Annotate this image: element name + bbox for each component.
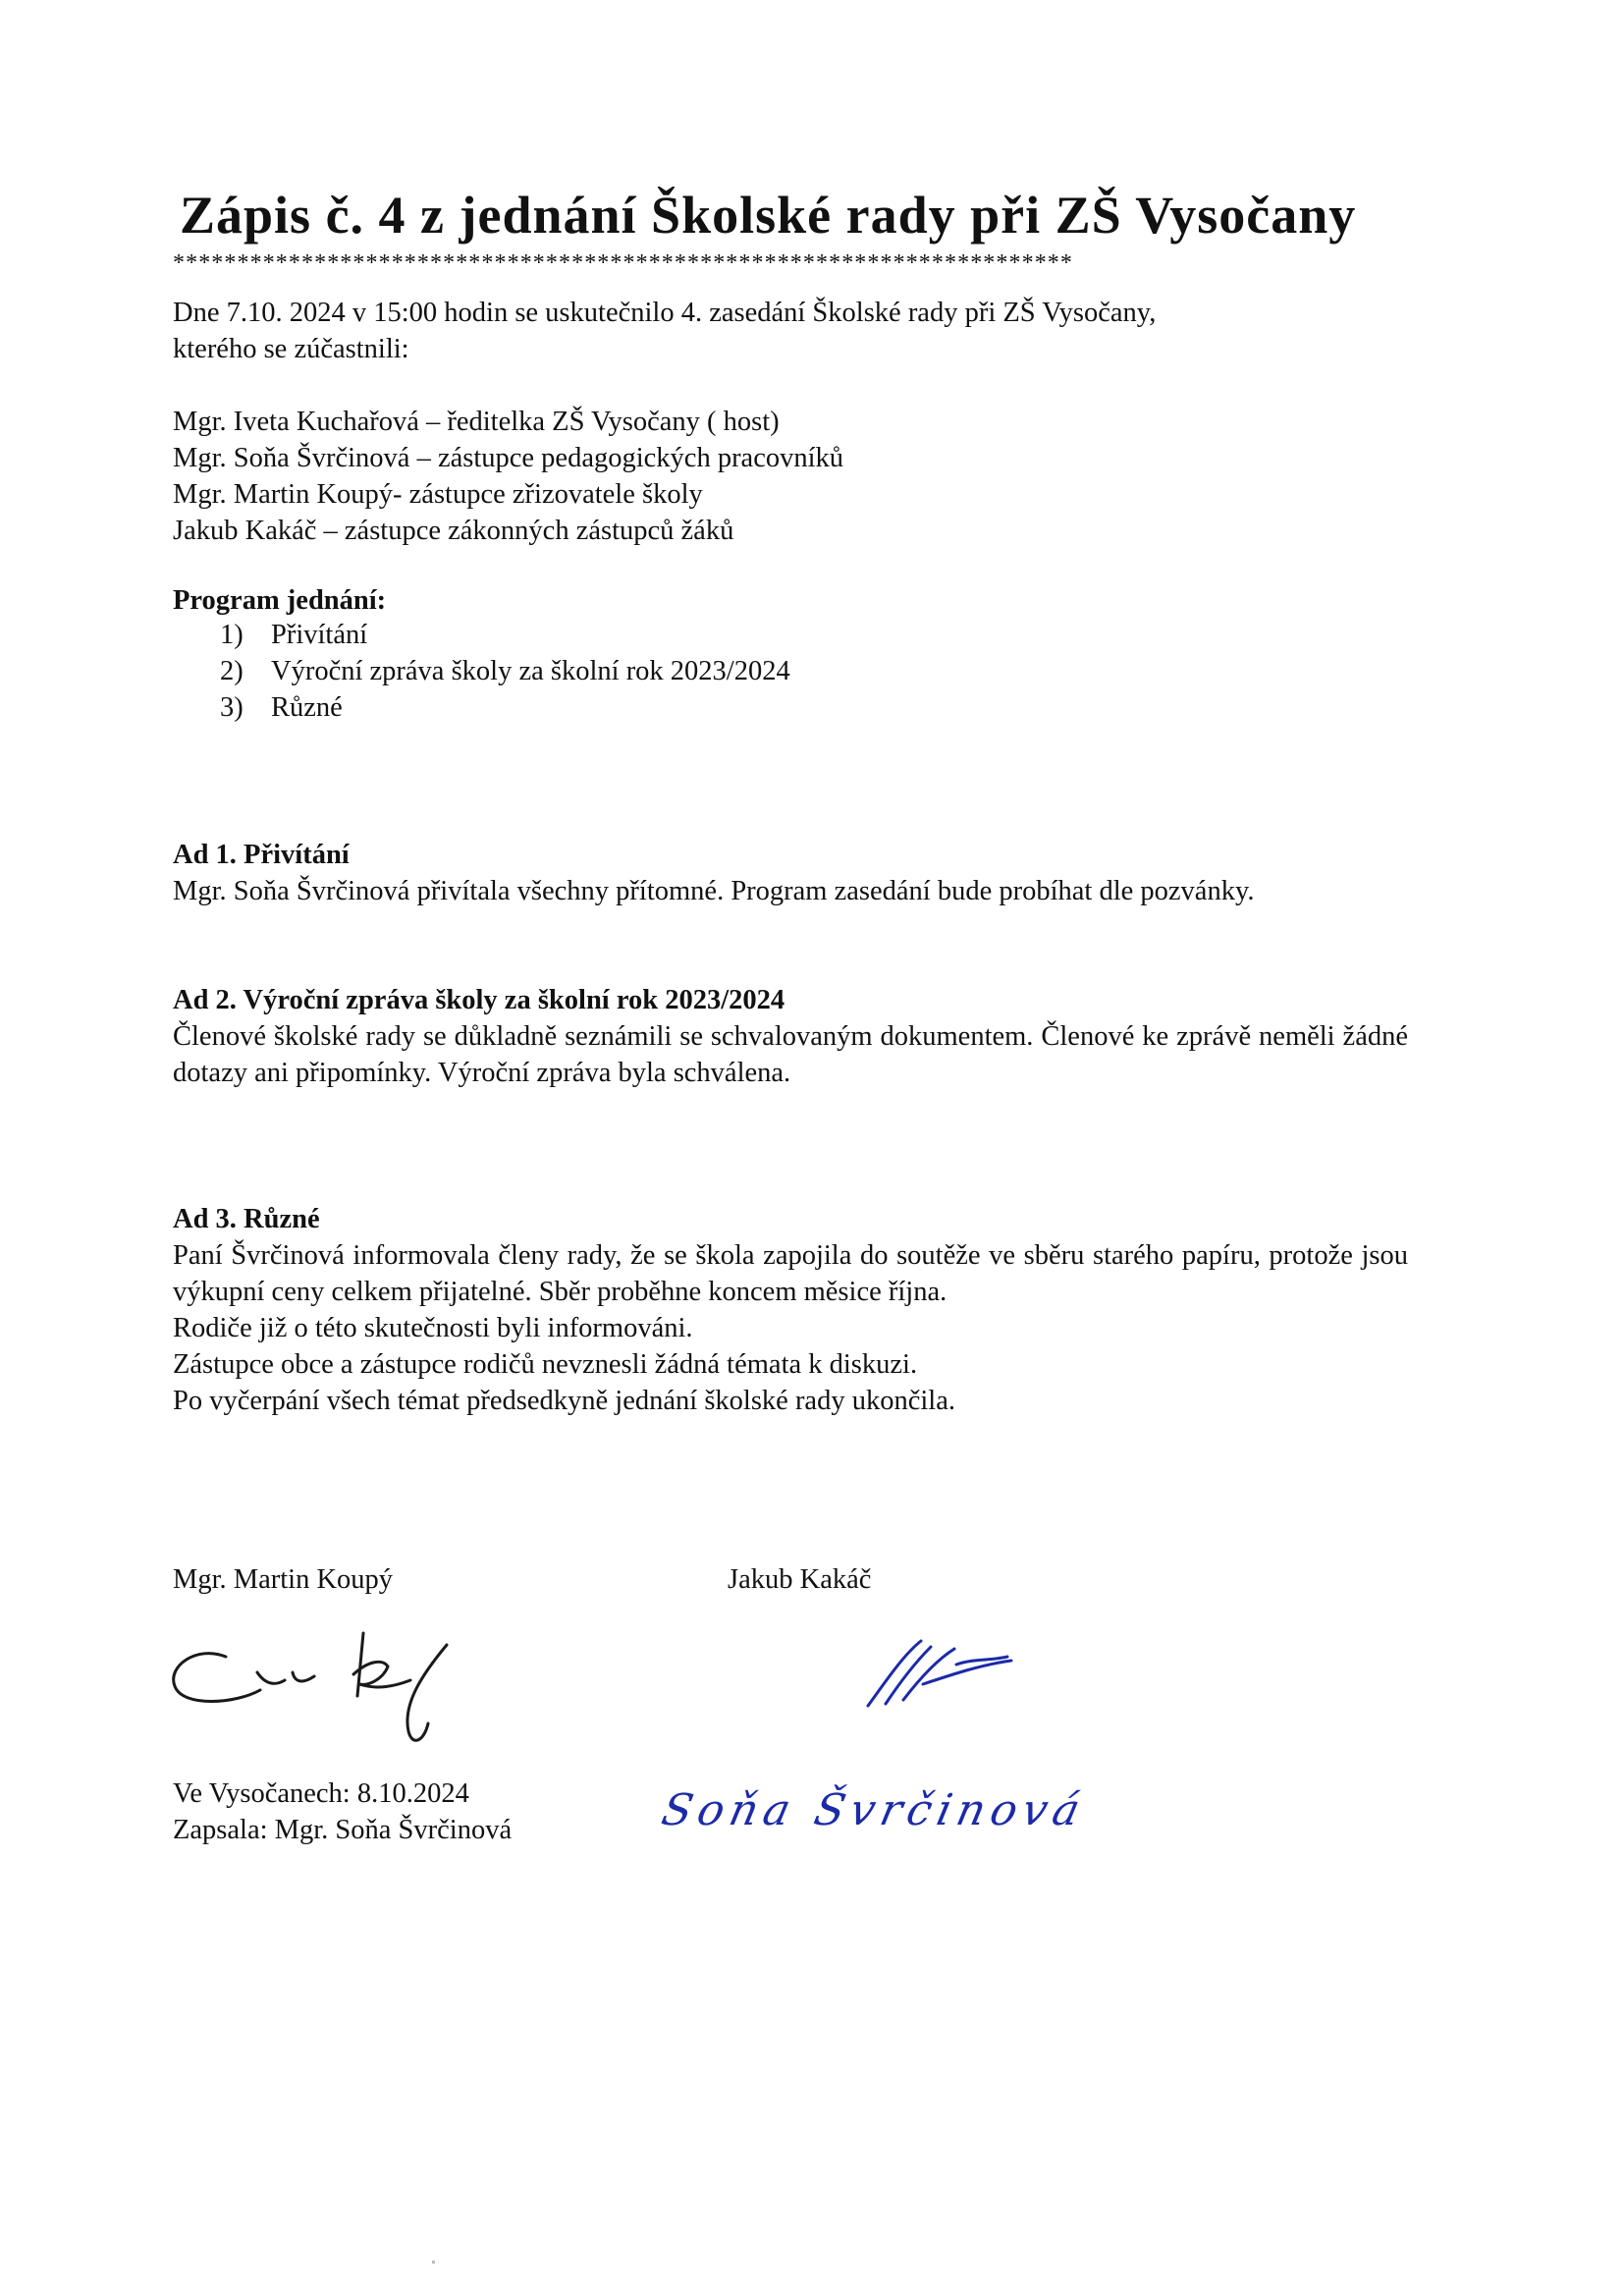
program-item-text: Přivítání — [271, 620, 368, 650]
program-item — [220, 617, 790, 653]
program-item-number: 3) — [220, 692, 244, 723]
intro-line: kterého se zúčastnili: — [173, 334, 409, 364]
section-heading-ad1: Ad 1. Přivítání — [173, 840, 350, 870]
program-item-number: 1) — [220, 620, 244, 650]
attendees-list — [173, 404, 1410, 549]
section-heading-ad3: Ad 3. Různé — [173, 1204, 320, 1234]
attendee-item: Mgr. Iveta Kuchařová – ředitelka ZŠ Vysočany ( host) — [173, 407, 780, 437]
intro-paragraph — [173, 295, 1410, 367]
section-text-ad1: Mgr. Soňa Švrčinová přivítala všechny přítomné. Program zasedání bude probíhat dle pozvánky. — [173, 876, 1255, 906]
section-line: Po vyčerpání všech témat předsedkyně jednání školské rady ukončila. — [173, 1386, 955, 1416]
section-line: Rodiče již o této skutečnosti byli informováni. — [173, 1313, 693, 1343]
signatory-name-left: Mgr. Martin Koupý — [173, 1564, 394, 1595]
program-item-number: 2) — [220, 656, 244, 686]
intro-line: Dne 7.10. 2024 v 15:00 hodin se uskutečnilo 4. zasedání Školské rady při ZŠ Vysočany, — [173, 298, 1157, 328]
section-text-ad2: Členové školské rady se důkladně seznámili se schvalovaným dokumentem. Členové ke zprávě neměli žádné dotazy ani připomínky. Výroční zpráva byla schválena. — [173, 1021, 1408, 1088]
program-item-text: Různé — [271, 692, 343, 723]
program-item-text: Výroční zpráva školy za školní rok 2023/2024 — [271, 656, 790, 686]
program-list — [220, 617, 790, 726]
signature-kakac — [864, 1635, 1031, 1714]
program-item — [220, 689, 790, 726]
title-divider: ********************************************************************** — [173, 250, 1073, 276]
place-date: Ve Vysočanech: 8.10.2024 — [173, 1778, 469, 1809]
section-line: Zástupce obce a zástupce rodičů nevznesli žádná témata k diskuzi. — [173, 1349, 918, 1380]
recorded-by: Zapsala: Mgr. Soňa Švrčinová — [173, 1815, 513, 1845]
attendee-item: Mgr. Martin Koupý- zástupce zřizovatele školy — [173, 479, 703, 510]
program-heading: Program jednání: — [173, 585, 387, 616]
signature-koupy — [167, 1625, 481, 1753]
signature-svrcinova: Soňa Švrčinová — [657, 1785, 1091, 1835]
section-lines-ad3 — [173, 1310, 1410, 1419]
attendee-item: Mgr. Soňa Švrčinová – zástupce pedagogických pracovníků — [173, 443, 844, 473]
scan-speck — [432, 2261, 435, 2264]
signatory-name-right: Jakub Kakáč — [728, 1564, 872, 1595]
document-title: Zápis č. 4 z jednání Školské rady při ZŠ Vysočany — [180, 186, 1357, 245]
attendee-item: Jakub Kakáč – zástupce zákonných zástupců žáků — [173, 516, 734, 546]
section-text-ad3: Paní Švrčinová informovala členy rady, že se škola zapojila do soutěže ve sběru starého papíru, protože jsou výkupní ceny celkem přijatelné. Sběr proběhne koncem měsice října. — [173, 1240, 1408, 1307]
program-item — [220, 653, 790, 689]
section-heading-ad2: Ad 2. Výroční zpráva školy za školní rok 2023/2024 — [173, 985, 785, 1015]
